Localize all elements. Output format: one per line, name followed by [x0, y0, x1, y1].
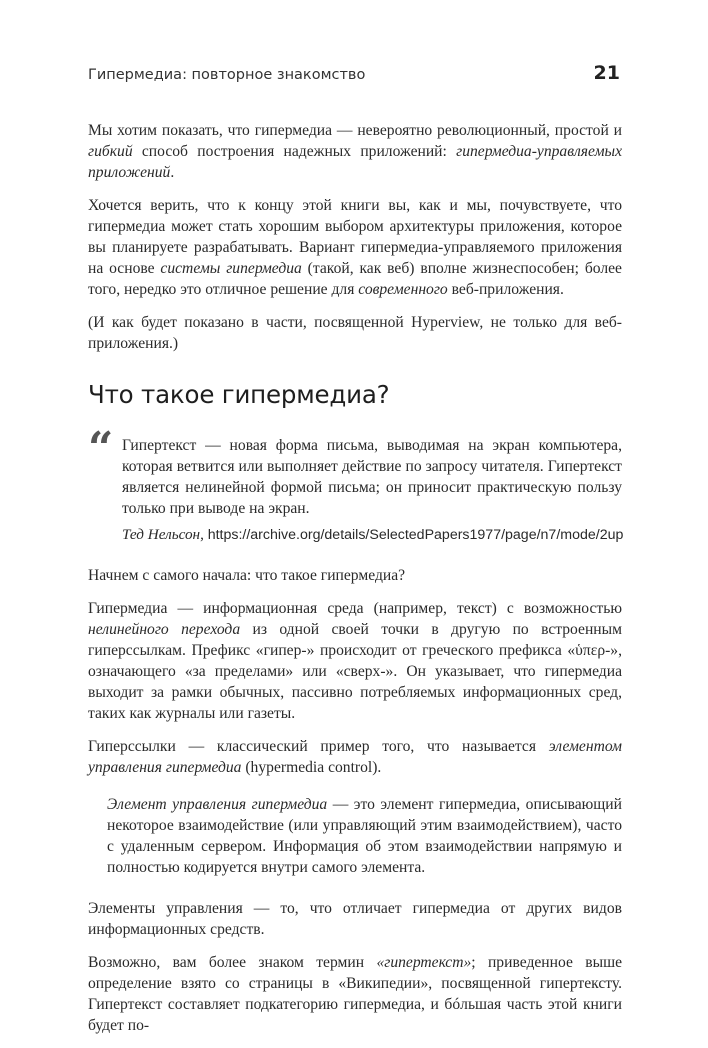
section-heading: Что такое гипермедиа?: [88, 380, 390, 409]
emphasis: современного: [358, 281, 448, 298]
running-head: [88, 62, 620, 84]
page-number: 21: [593, 62, 620, 84]
text-run: .: [170, 164, 175, 181]
paragraph-question: Начнем с самого начала: что такое гипермедиа?: [88, 567, 406, 584]
text-run: Гиперссылки — классический пример того, что называется: [88, 738, 549, 755]
epigraph-author: Тед Нельсон: [122, 526, 201, 543]
text-run: из одной своей точки в другую по встроенным гиперссылкам. Префикс «гипер-» происходит от греческого префикса «ὑπερ-», означающего «за пределами» или «сверх-». Он указывает, что гипермедиа выходит за рамки обычных, пассивно потребляемых информационных сред, таких как журналы или газеты.: [88, 621, 623, 722]
emphasis: элементом управления гипермедиа: [88, 738, 622, 776]
paragraph-hyperview-note: (И как будет показано в части, посвященной Hyperview, не только для веб-приложения.): [88, 314, 622, 352]
paragraph-hyperlinks: [88, 736, 622, 778]
paragraph-hypertext: [88, 952, 622, 1036]
epigraph-source-link[interactable]: https://archive.org/details/SelectedPapers1977/page/n7/mode/2up: [207, 527, 624, 543]
paragraph-controls: Элементы управления — то, что отличает гипермедиа от других видов информационных средств.: [88, 900, 622, 938]
text-run: (hypermedia control).: [241, 759, 382, 776]
emphasis: «гипертекст»: [376, 954, 472, 971]
text-run: — это элемент гипермедиа, описывающий некоторое взаимодействие (или управляющий этим взаимодействием), часто с удаленным сервером. Информация об этом взаимодействии напрямую и полностью кодируется внутри самого элемента.: [107, 796, 622, 876]
text-run: способ построения надежных приложений:: [132, 143, 457, 160]
emphasis: гибкий: [88, 143, 133, 160]
epigraph: [88, 423, 624, 545]
epigraph-attribution: [122, 525, 622, 545]
quote-mark-icon: “: [88, 423, 114, 474]
text-run: Возможно, вам более знаком термин: [88, 954, 377, 971]
epigraph-text: Гипертекст — новая форма письма, выводимая на экран компьютера, которая ветвится или выполняет действие по запросу читателя. Гипертекст является нелинейной формой письма; он приносит практическую пользу только при выводе на экран.: [122, 437, 622, 517]
emphasis: нелинейного перехода: [88, 621, 241, 638]
emphasis: гипермедиа-управляемых приложений: [88, 143, 622, 181]
text-run: веб-приложения.: [447, 281, 564, 298]
paragraph-hope: [88, 195, 622, 300]
running-title: Гипермедиа: повторное знакомство: [88, 67, 366, 83]
definition-block: [88, 794, 622, 878]
text-run: Гипермедиа — информационная среда (например, текст) с возможностью: [88, 600, 622, 617]
paragraph-hypermedia-definition: [88, 598, 622, 724]
definition-term: Элемент управления гипермедиа: [107, 796, 328, 813]
text-run: ; приведенное выше определение взято со страницы в «Википедии», посвященной гипертексту. Гипертекст составляет подкатегорию гипермедиа, и бóльшая часть этой книги будет по-: [88, 954, 622, 1034]
page-content: [88, 120, 622, 1048]
text-run: (такой, как веб) вполне жизнеспособен; более того, нередко это отличное решение для: [88, 260, 622, 298]
paragraph-intro: [88, 120, 622, 183]
attribution-separator: ,: [200, 526, 208, 543]
emphasis: системы гипермедиа: [160, 260, 302, 277]
text-run: Хочется верить, что к концу этой книги вы, как и мы, почувствуете, что гипермедиа может стать хорошим выбором архитектуры приложения, которое вы планируете разрабатывать. Вариант гипермедиа-управляемого приложения на основе: [88, 197, 622, 277]
definition-text: [107, 794, 622, 878]
text-run: Мы хотим показать, что гипермедиа — невероятно революционный, простой и: [88, 122, 622, 139]
